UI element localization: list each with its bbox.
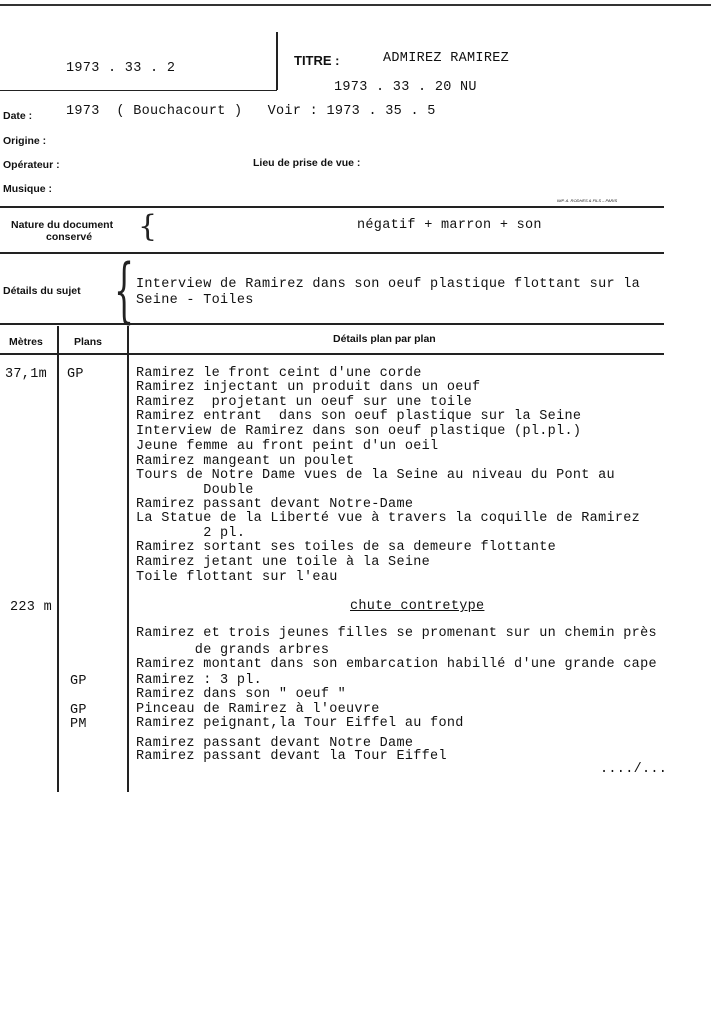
plan-code: GP bbox=[70, 703, 87, 718]
detail-line: de grands arbres bbox=[136, 643, 330, 658]
detail-line: Ramirez et trois jeunes filles se promenant sur un chemin près bbox=[136, 626, 657, 641]
detail-line: 2 pl. bbox=[136, 526, 246, 541]
metres-value: 223 m bbox=[10, 600, 53, 615]
detail-line: Jeune femme au front peint d'un oeil bbox=[136, 439, 439, 454]
detail-line: Ramirez : 3 pl. bbox=[136, 673, 263, 688]
detail-line: Toile flottant sur l'eau bbox=[136, 570, 338, 585]
plan-code: GP bbox=[70, 674, 87, 689]
plan-code: PM bbox=[70, 717, 87, 732]
nature-label-line1: Nature du document bbox=[11, 219, 114, 231]
detail-line: Double bbox=[136, 483, 254, 498]
detail-line: Pinceau de Ramirez à l'oeuvre bbox=[136, 702, 380, 717]
sujet-line-2: Seine - Toiles bbox=[136, 293, 254, 308]
title-value: ADMIREZ RAMIREZ bbox=[383, 51, 510, 66]
header-divider bbox=[276, 32, 278, 90]
col-header-plans: Plans bbox=[74, 336, 103, 348]
col-header-metres: Mètres bbox=[9, 336, 43, 348]
nature-separator bbox=[0, 252, 664, 254]
detail-line: Ramirez sortant ses toiles de sa demeure flottante bbox=[136, 540, 557, 555]
col-header-details: Détails plan par plan bbox=[333, 333, 436, 345]
detail-line: Ramirez passant devant Notre Dame bbox=[136, 736, 414, 751]
header-underline bbox=[0, 90, 277, 91]
detail-line: Ramirez peignant,la Tour Eiffel au fond bbox=[136, 716, 464, 731]
date-label: Date : bbox=[3, 110, 33, 122]
operateur-label: Opérateur : bbox=[3, 159, 60, 171]
reference-left: 1973 . 33 . 2 bbox=[66, 61, 176, 76]
printer-mark: IMP. A. RODHES & FILS – PARIS bbox=[557, 198, 618, 203]
nature-label-line2: conservé bbox=[46, 231, 93, 243]
sujet-label: Détails du sujet bbox=[3, 285, 81, 297]
detail-line: Ramirez mangeant un poulet bbox=[136, 454, 355, 469]
plans-column-line bbox=[127, 326, 129, 792]
sujet-brace: { bbox=[114, 249, 135, 331]
table-header-separator bbox=[0, 353, 664, 355]
lieu-label: Lieu de prise de vue : bbox=[253, 157, 361, 169]
plan-code: GP bbox=[67, 367, 84, 382]
musique-label: Musique : bbox=[3, 183, 52, 195]
top-border bbox=[0, 4, 711, 6]
detail-line: Ramirez projetant un oeuf sur une toile bbox=[136, 395, 473, 410]
metres-column-line bbox=[57, 326, 59, 792]
detail-line: Interview de Ramirez dans son oeuf plastique (pl.pl.) bbox=[136, 424, 582, 439]
detail-line: Ramirez le front ceint d'une corde bbox=[136, 366, 422, 381]
detail-line: Ramirez passant devant la Tour Eiffel bbox=[136, 749, 447, 764]
fields-separator bbox=[0, 206, 664, 208]
title-label: TITRE : bbox=[294, 53, 340, 68]
detail-line: Ramirez jetant une toile à la Seine bbox=[136, 555, 431, 570]
detail-line: Ramirez dans son " oeuf " bbox=[136, 687, 347, 702]
detail-line: Tours de Notre Dame vues de la Seine au niveau du Pont au bbox=[136, 468, 615, 483]
origine-label: Origine : bbox=[3, 135, 47, 147]
reference-right: 1973 . 33 . 20 NU bbox=[334, 80, 477, 95]
detail-line: Ramirez entrant dans son oeuf plastique sur la Seine bbox=[136, 409, 582, 424]
nature-brace: { bbox=[138, 209, 158, 244]
detail-line: Ramirez passant devant Notre-Dame bbox=[136, 497, 414, 512]
sujet-separator bbox=[0, 323, 664, 325]
metres-value: 37,1m bbox=[5, 367, 48, 382]
detail-line: Ramirez montant dans son embarcation habillé d'une grande cape bbox=[136, 657, 657, 672]
detail-section-heading: chute contretype bbox=[350, 599, 485, 614]
detail-line: Ramirez injectant un produit dans un oeuf bbox=[136, 380, 481, 395]
date-value: 1973 ( Bouchacourt ) Voir : 1973 . 35 . 5 bbox=[66, 104, 436, 119]
detail-line: La Statue de la Liberté vue à travers la coquille de Ramirez bbox=[136, 511, 641, 526]
sujet-line-1: Interview de Ramirez dans son oeuf plastique flottant sur la bbox=[136, 277, 641, 292]
continuation-mark: ..../... bbox=[600, 762, 668, 777]
nature-value: négatif + marron + son bbox=[357, 218, 542, 233]
